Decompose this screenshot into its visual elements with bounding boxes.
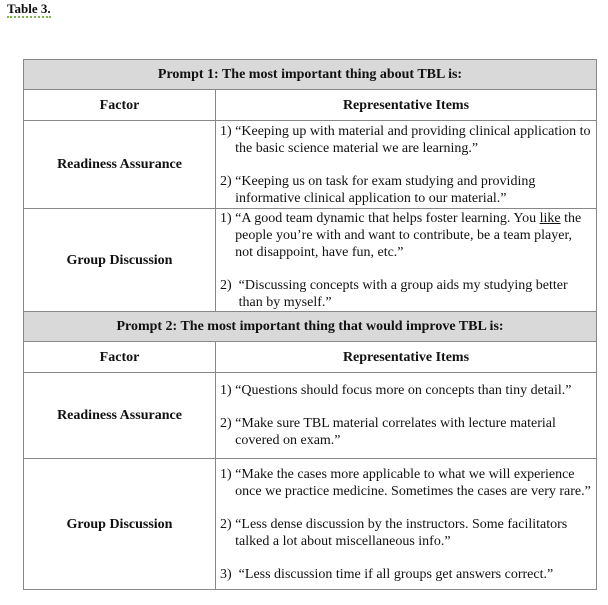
item-number: 1) <box>220 123 236 139</box>
column-header-factor: Factor <box>24 90 216 121</box>
item-text: “Make sure TBL material correlates with lecture material covered on exam.” <box>235 416 556 448</box>
column-header-items: Representative Items <box>216 90 597 121</box>
header-row <box>24 90 597 121</box>
factor-cell: Readiness Assurance <box>24 373 216 459</box>
item-number: 1) <box>220 210 236 226</box>
list-item <box>216 173 596 207</box>
list-item <box>216 566 596 583</box>
table-caption: Table 3. <box>7 1 51 16</box>
item-text: “Make the cases more applicable to what we will experience once we practice medicine. Sometimes the cases are very rare.” <box>235 466 591 499</box>
items-cell <box>216 373 597 459</box>
results-table <box>23 59 597 590</box>
prompt-title: Prompt 2: The most important thing that would improve TBL is: <box>24 312 597 342</box>
item-number: 1) <box>220 383 236 398</box>
item-text-underlined: like <box>539 210 561 226</box>
item-number: 2) <box>220 277 239 293</box>
column-header-factor: Factor <box>24 342 216 373</box>
list-item <box>216 277 596 311</box>
table-row <box>24 459 597 590</box>
header-row <box>24 342 597 373</box>
list-item <box>216 382 596 399</box>
prompt-title: Prompt 1: The most important thing about TBL is: <box>24 60 597 90</box>
item-text: “Keeping up with material and providing clinical application to the basic science material we are learning.” <box>235 123 591 156</box>
item-text: “Questions should focus more on concepts than tiny detail.” <box>235 383 572 398</box>
list-item <box>216 516 596 550</box>
item-number: 3) <box>220 566 239 582</box>
item-text: “Keeping us on task for exam studying and providing informative clinical application to our material.” <box>235 173 536 206</box>
item-text <box>235 210 592 261</box>
item-number: 2) <box>220 516 236 532</box>
item-text: “Less discussion time if all groups get answers correct.” <box>238 566 554 582</box>
table-row <box>24 209 597 312</box>
factor-cell: Group Discussion <box>24 209 216 312</box>
items-cell <box>216 459 597 590</box>
item-text-part: the people you’re with and want to contribute, be a team player, not disappoint, have fun, etc.” <box>235 210 582 260</box>
table-row <box>24 373 597 459</box>
factor-cell: Readiness Assurance <box>24 121 216 209</box>
item-text: “Discussing concepts with a group aids my studying better than by myself.” <box>238 277 568 310</box>
item-text: “Less dense discussion by the instructors. Some facilitators talked a lot about miscellaneous info.” <box>235 516 568 549</box>
factor-cell: Group Discussion <box>24 459 216 590</box>
table-row <box>24 121 597 209</box>
item-number: 1) <box>220 466 236 482</box>
prompt-row <box>24 312 597 342</box>
list-item <box>216 466 596 500</box>
item-text-part: “A good team dynamic that helps foster learning. You <box>235 210 540 226</box>
items-cell <box>216 121 597 209</box>
list-item <box>216 123 596 157</box>
column-header-items: Representative Items <box>216 342 597 373</box>
item-number: 2) <box>220 173 236 189</box>
item-number: 2) <box>220 416 236 431</box>
list-item <box>216 210 596 261</box>
list-item <box>216 415 596 449</box>
prompt-row <box>24 60 597 90</box>
items-cell <box>216 209 597 312</box>
